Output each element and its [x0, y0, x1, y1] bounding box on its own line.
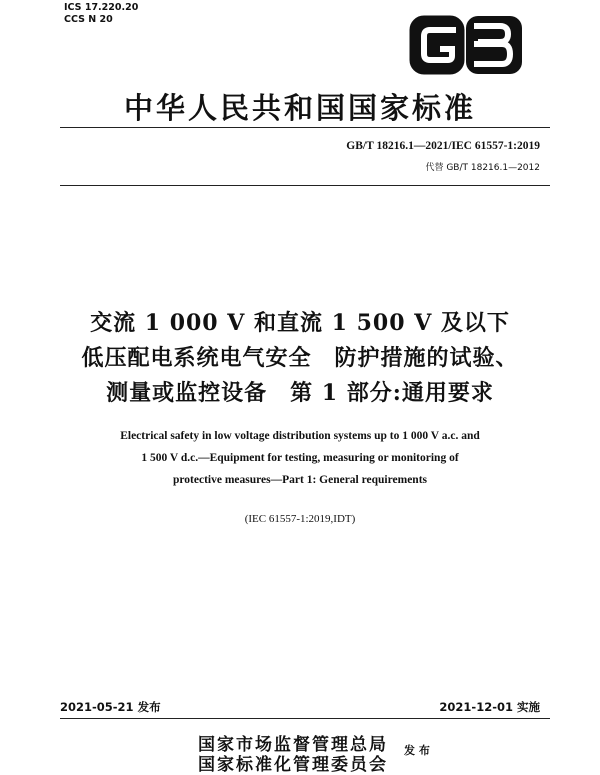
replaces-note: 代替 GB/T 18216.1—2012	[425, 163, 540, 173]
implementation-date: 2021-12-01 实施	[439, 700, 540, 714]
equivalence-note: (IEC 61557-1:2019,IDT)	[244, 513, 356, 525]
title-zh-line: 测量或监控设备 第 1 部分:通用要求	[106, 380, 494, 406]
title-zh-line: 交流 1 000 V 和直流 1 500 V 及以下	[90, 310, 510, 336]
footer-divider	[60, 718, 550, 719]
publish-label: 发 布	[404, 744, 430, 757]
ccs-code: CCS N 20	[64, 14, 113, 25]
standard-number: GB/T 18216.1—2021/IEC 61557-1:2019	[346, 140, 540, 152]
title-zh-line: 低压配电系统电气安全 防护措施的试验、	[81, 345, 519, 371]
title-en-line: 1 500 V d.c.—Equipment for testing, measuring or monitoring of	[141, 452, 459, 464]
gb-logo	[408, 12, 526, 78]
org-title: 中华人民共和国国家标准	[123, 91, 476, 125]
top-divider	[60, 127, 550, 128]
title-en-line: protective measures—Part 1: General requirements	[173, 474, 427, 486]
issuer-name: 国家市场监督管理总局	[198, 735, 388, 755]
ics-code: ICS 17.220.20	[64, 2, 139, 13]
release-date: 2021-05-21 发布	[60, 700, 161, 714]
issuer-name: 国家标准化管理委员会	[198, 755, 388, 775]
title-en-line: Electrical safety in low voltage distribution systems up to 1 000 V a.c. and	[120, 430, 480, 442]
header-divider	[60, 185, 550, 186]
